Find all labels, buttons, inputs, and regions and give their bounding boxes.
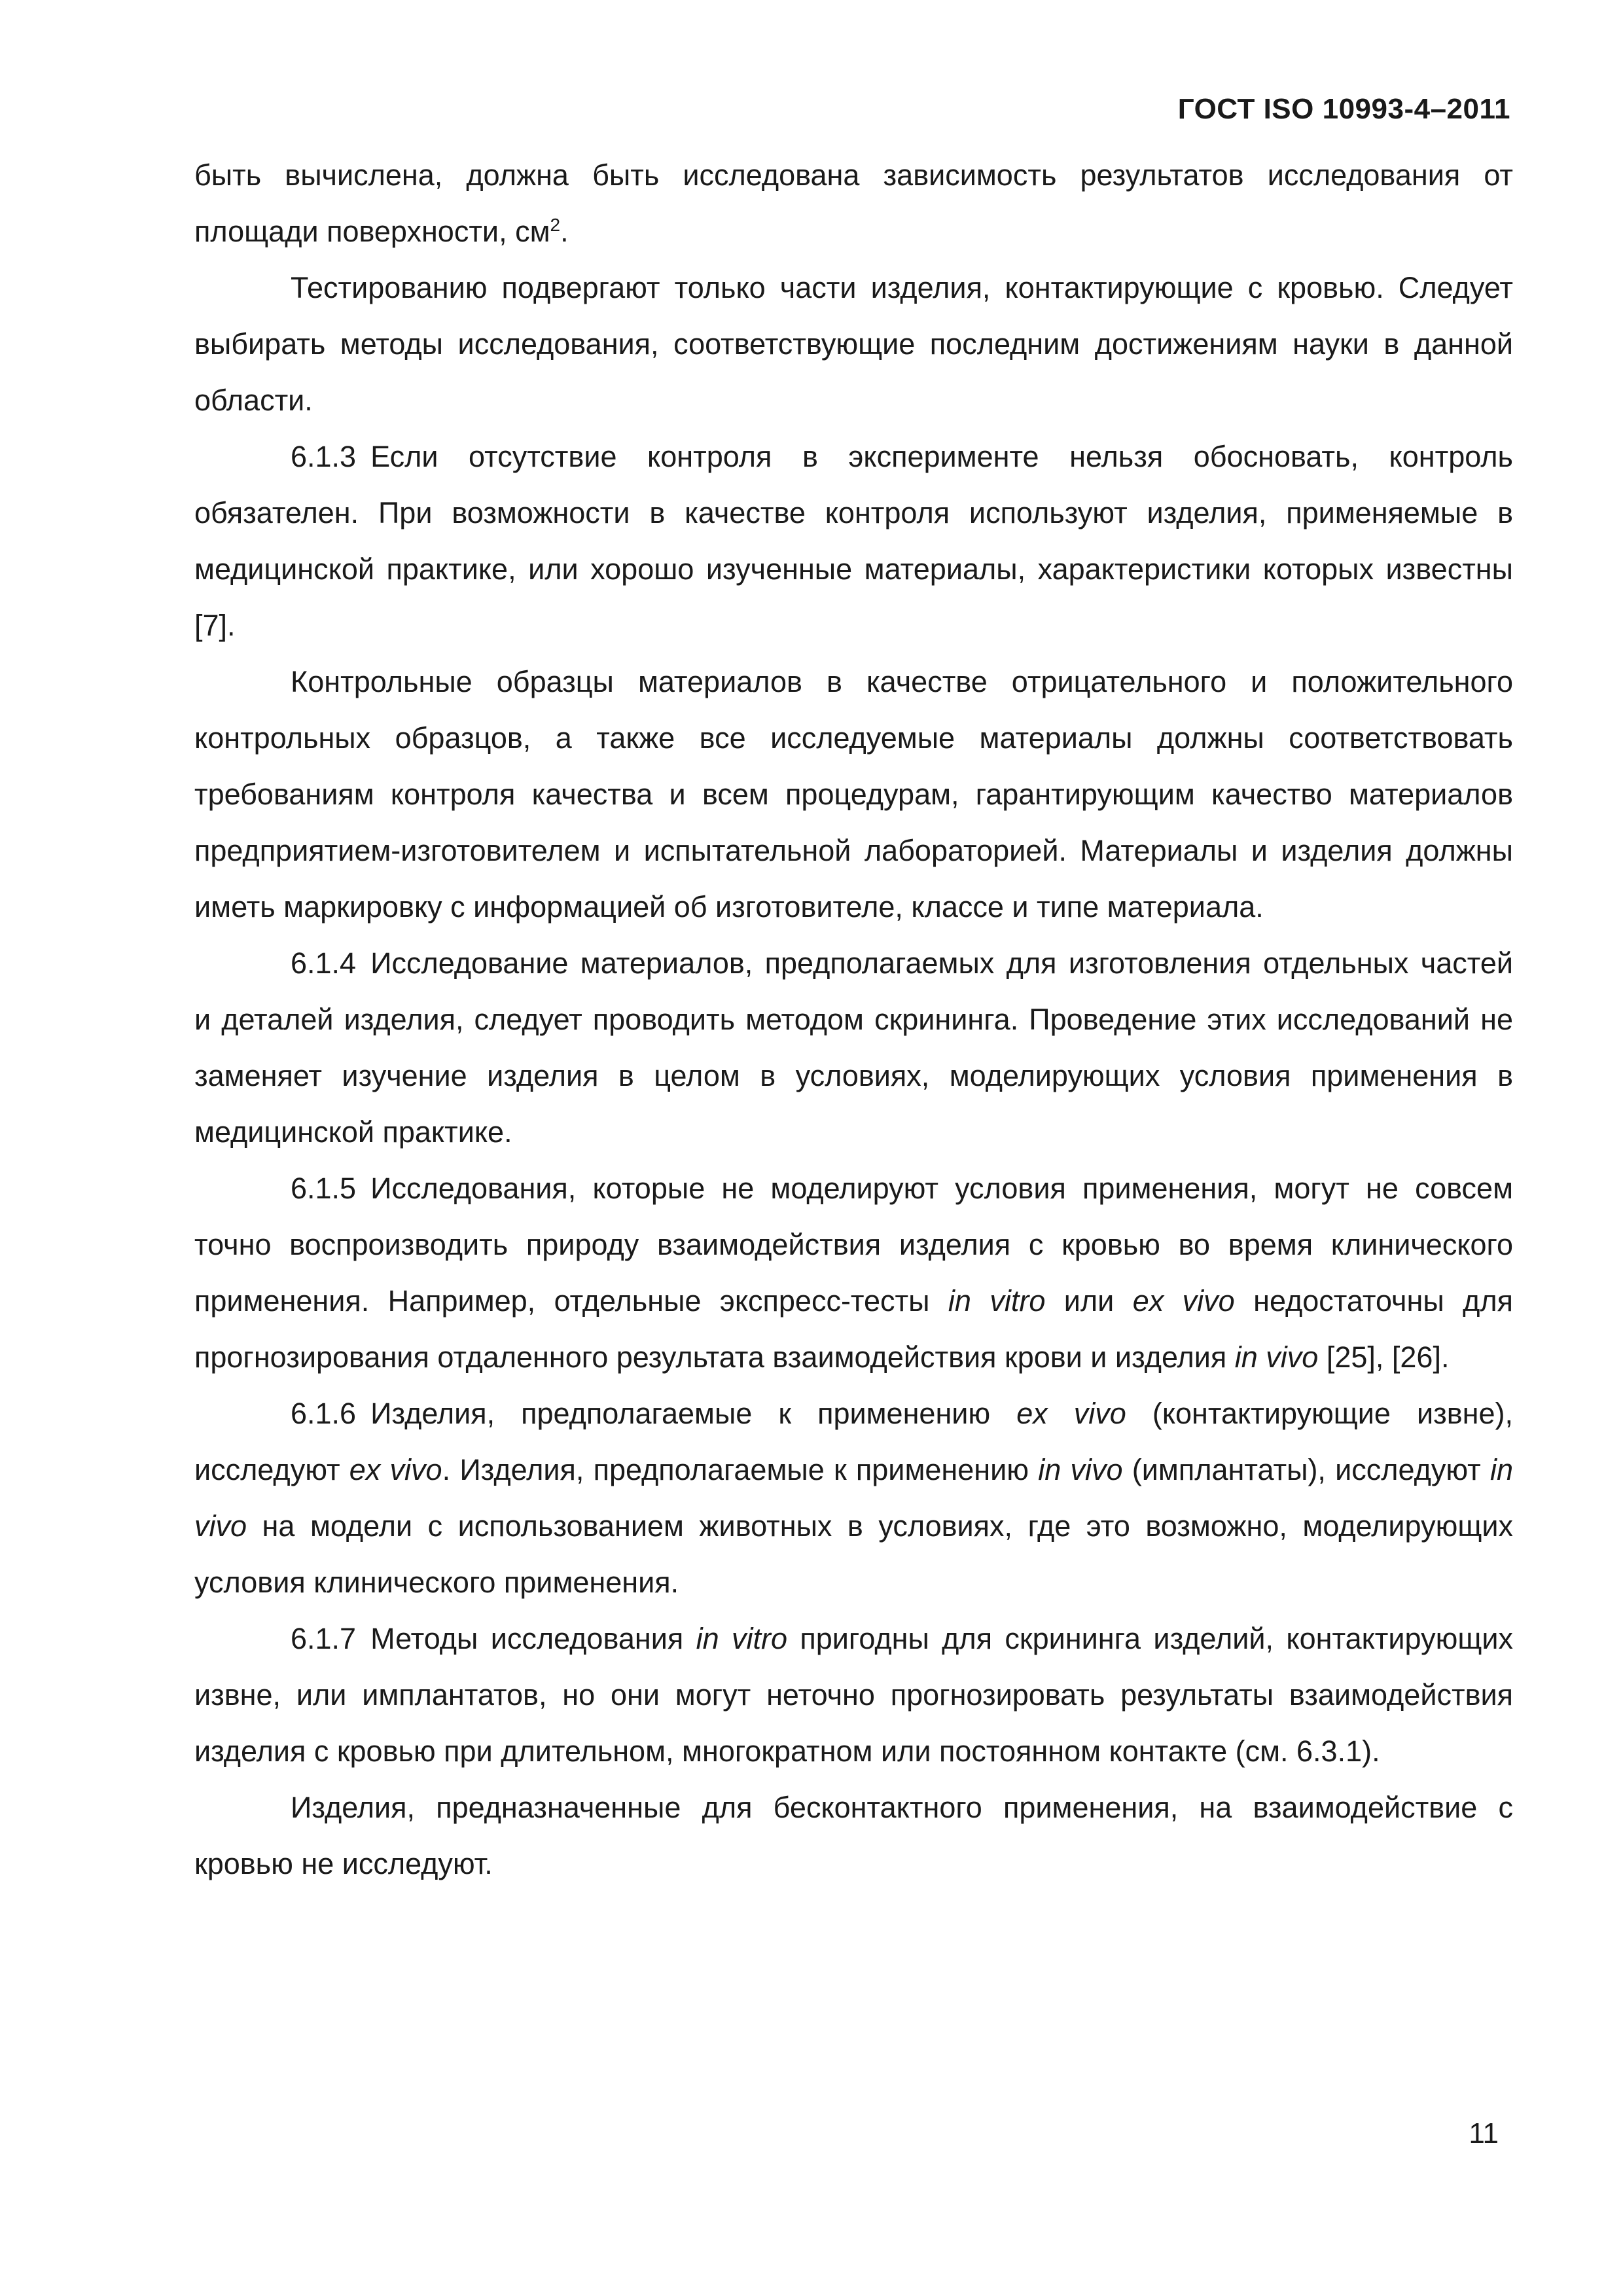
paragraph-text: Исследование материалов, предполагаемых для изготовления отдельных частей и деталей изделия, следует проводить методом скрининга. Проведение этих исследований не заменяет изучение изделия в целом в условиях, моделирующих условия применения в медицинской практике. [194, 946, 1513, 1149]
paragraph-6-1-6 [194, 1386, 1513, 1611]
paragraph-text: . [560, 215, 569, 248]
paragraph-6-1-3 [194, 429, 1513, 654]
page-number: 11 [1469, 2117, 1499, 2149]
italic-term: in vivo [194, 1453, 1513, 1543]
paragraph-text: на модели с использованием животных в условиях, где это возможно, моделирующих условия клинического применения. [194, 1509, 1513, 1599]
paragraph-text: Изделия, предназначенные для бесконтактного применения, на взаимодействие с кровью не исследуют. [194, 1791, 1513, 1880]
italic-term: ex vivo [1132, 1284, 1235, 1318]
paragraph-6-1-7 [194, 1611, 1513, 1780]
paragraph-continuation [194, 147, 1513, 260]
paragraph [194, 654, 1513, 935]
paragraph-text: или [1045, 1284, 1133, 1318]
paragraph-text: . Изделия, предполагаемые к применению [442, 1453, 1039, 1486]
italic-term: in vitro [696, 1622, 787, 1655]
paragraph-text: недостаточны для прогнозирования отдаленного результата взаимодействия крови и изделия [194, 1284, 1513, 1374]
paragraph-text: Контрольные образцы материалов в качестве отрицательного и положительного контрольных образцов, а также все исследуемые материалы должны соответствовать требованиям контроля качества и всем процедурам, гарантирующим качество материалов предприятием-изготовителем и испытательной лабораторией. Материалы и изделия должны иметь маркировку с информацией об изготовителе, классе и типе материала. [194, 665, 1513, 924]
clause-number: 6.1.7 [291, 1622, 357, 1655]
paragraph-text: (контактирующие извне), исследуют [194, 1397, 1513, 1486]
paragraph-text: Изделия, предполагаемые к применению [370, 1397, 1017, 1430]
italic-term: in vitro [948, 1284, 1046, 1318]
document-body [194, 147, 1513, 1892]
paragraph [194, 1780, 1513, 1892]
superscript: 2 [550, 215, 561, 235]
paragraph-text: быть вычислена, должна быть исследована зависимость результатов исследования от площади поверхности, см [194, 158, 1513, 248]
paragraph-6-1-4 [194, 935, 1513, 1160]
italic-term: in vivo [1234, 1340, 1319, 1374]
paragraph-text: пригодны для скрининга изделий, контактирующих извне, или имплантатов, но они могут неточно прогнозировать результаты взаимодействия изделия с кровью при длительном, многократном или постоянном контакте (см. 6.3.1). [194, 1622, 1513, 1768]
italic-term: ex vivo [1016, 1397, 1126, 1430]
paragraph-text: [25], [26]. [1318, 1340, 1450, 1374]
clause-number: 6.1.3 [291, 440, 357, 473]
clause-number: 6.1.4 [291, 946, 357, 980]
paragraph-text: Тестированию подвергают только части изделия, контактирующие с кровью. Следует выбирать методы исследования, соответствующие последним достижениям науки в данной области. [194, 271, 1513, 417]
paragraph-text: Методы исследования [370, 1622, 696, 1655]
clause-number: 6.1.6 [291, 1397, 357, 1430]
paragraph-text: Если отсутствие контроля в эксперименте нельзя обосновать, контроль обязателен. При возможности в качестве контроля используют изделия, применяемые в медицинской практике, или хорошо изученные материалы, характеристики которых известны [7]. [194, 440, 1513, 642]
italic-term: in vivo [1038, 1453, 1123, 1486]
document-header-code: ГОСТ ISO 10993-4–2011 [1177, 93, 1510, 125]
paragraph-6-1-5 [194, 1160, 1513, 1386]
paragraph [194, 260, 1513, 429]
clause-number: 6.1.5 [291, 1172, 357, 1205]
paragraph-text: (имплантаты), исследуют [1122, 1453, 1490, 1486]
paragraph-text: Исследования, которые не моделируют условия применения, могут не совсем точно воспроизводить природу взаимодействия изделия с кровью во время клинического применения. Например, отдельные экспресс-тесты [194, 1172, 1513, 1318]
italic-term: ex vivo [349, 1453, 442, 1486]
